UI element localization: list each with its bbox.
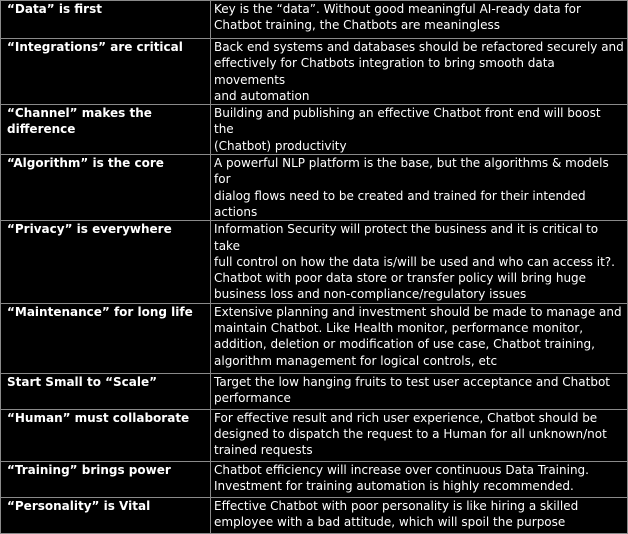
row-label: “Privacy” is everywhere xyxy=(1,221,211,303)
table-row xyxy=(1,221,628,303)
table-row xyxy=(1,303,628,373)
table-row xyxy=(1,1,628,39)
row-label: “Maintenance” for long life xyxy=(1,303,211,373)
table-row xyxy=(1,155,628,221)
row-label: “Channel” makes the difference xyxy=(1,105,211,155)
row-label: “Personality” is Vital xyxy=(1,497,211,533)
row-label: “Human” must collaborate xyxy=(1,409,211,461)
table-row xyxy=(1,39,628,105)
row-description: Information Security will protect the business and it is critical to take full control on how the data is/will be used and who can access it?. Chatbot with poor data store or transfer policy will bring huge business loss and non-compliance/regulatory issues xyxy=(211,221,628,303)
row-description: Chatbot efficiency will increase over continuous Data Training. Investment for training automation is highly recommended. xyxy=(211,461,628,497)
row-description: Back end systems and databases should be refactored securely and effectively for Chatbots integration to bring smooth data movements and automation xyxy=(211,39,628,105)
row-description: Key is the “data”. Without good meaningful AI-ready data for Chatbot training, the Chatbots are meaningless xyxy=(211,1,628,39)
row-description: Effective Chatbot with poor personality is like hiring a skilled employee with a bad attitude, which will spoil the purpose xyxy=(211,497,628,533)
row-label: Start Small to “Scale” xyxy=(1,373,211,409)
table-row xyxy=(1,373,628,409)
row-label: “Integrations” are critical xyxy=(1,39,211,105)
row-description: A powerful NLP platform is the base, but the algorithms & models for dialog flows need to be created and trained for their intended actions xyxy=(211,155,628,221)
table-row xyxy=(1,461,628,497)
table-row xyxy=(1,105,628,155)
row-label: “Data” is first xyxy=(1,1,211,39)
row-label: “Training” brings power xyxy=(1,461,211,497)
row-description: For effective result and rich user experience, Chatbot should be designed to dispatch the request to a Human for all unknown/not trained requests xyxy=(211,409,628,461)
table-row xyxy=(1,497,628,533)
row-label: “Algorithm” is the core xyxy=(1,155,211,221)
table-row xyxy=(1,409,628,461)
row-description: Target the low hanging fruits to test user acceptance and Chatbot performance xyxy=(211,373,628,409)
row-description: Building and publishing an effective Chatbot front end will boost the (Chatbot) productivity xyxy=(211,105,628,155)
row-description: Extensive planning and investment should be made to manage and maintain Chatbot. Like Health monitor, performance monitor, addition, deletion or modification of use case, Chatbot training, algorithm management for logical controls, etc xyxy=(211,303,628,373)
